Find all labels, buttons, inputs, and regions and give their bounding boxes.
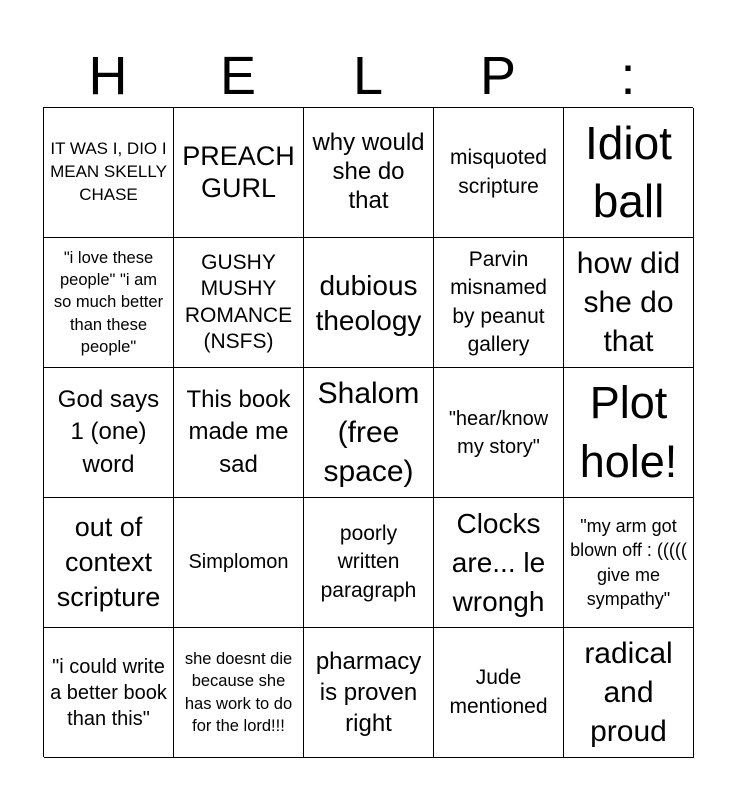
cell-text: out of context scripture — [56, 511, 161, 613]
bingo-cell-r2c2[interactable] — [174, 238, 304, 368]
bingo-cell-r5c3[interactable] — [304, 628, 434, 758]
cell-text: God says 1 (one) word — [57, 385, 160, 478]
header-letter-colon: : — [620, 46, 636, 106]
header-letter-h: H — [88, 46, 128, 106]
cell-text: This book made me sad — [186, 385, 291, 478]
bingo-cell-r5c1[interactable] — [44, 628, 174, 758]
bingo-cell-r2c1[interactable] — [44, 238, 174, 368]
cell-text: "i love these people" "i am so much better than these people" — [53, 248, 164, 356]
bingo-cell-r4c2[interactable] — [174, 498, 304, 628]
cell-text: dubious theology — [315, 269, 422, 336]
bingo-cell-r2c5[interactable] — [564, 238, 694, 368]
cell-text: why would she do that — [312, 129, 425, 214]
cell-text: GUSHY MUSHY ROMANCE (NSFS) — [184, 251, 293, 353]
header-letter-p: P — [479, 46, 517, 106]
bingo-cell-r5c5[interactable] — [564, 628, 694, 758]
cell-text: poorly written paragraph — [320, 521, 417, 602]
bingo-header — [43, 44, 693, 108]
cell-text: Idiot ball — [585, 117, 672, 227]
cell-text: she doesnt die because she has work to do for the lord!!! — [184, 649, 293, 735]
bingo-cell-r1c3[interactable] — [304, 108, 434, 238]
bingo-cell-r4c1[interactable] — [44, 498, 174, 628]
header-letter-l: L — [352, 46, 384, 106]
bingo-cell-r3c1[interactable] — [44, 368, 174, 498]
cell-text: PREACH GURL — [182, 141, 295, 203]
bingo-cell-r1c4[interactable] — [434, 108, 564, 238]
cell-text: "i could write a better book than this" — [50, 655, 167, 730]
bingo-cell-r1c1[interactable] — [44, 108, 174, 238]
bingo-cell-r4c4[interactable] — [434, 498, 564, 628]
cell-text: "my arm got blown off : ((((( give me sympathy" — [570, 515, 687, 609]
cell-text: Jude mentioned — [449, 666, 548, 718]
bingo-cell-r1c5[interactable] — [564, 108, 694, 238]
bingo-cell-r2c4[interactable] — [434, 238, 564, 368]
cell-text: how did she do that — [576, 247, 681, 358]
bingo-cell-r3c2[interactable] — [174, 368, 304, 498]
cell-text: pharmacy is proven right — [315, 647, 422, 738]
bingo-cell-r2c3[interactable] — [304, 238, 434, 368]
bingo-cell-r1c2[interactable] — [174, 108, 304, 238]
bingo-cell-r3c3[interactable] — [304, 368, 434, 498]
cell-text: misquoted scripture — [450, 146, 547, 198]
bingo-cell-r5c2[interactable] — [174, 628, 304, 758]
cell-text: Shalom (free space) — [317, 377, 420, 488]
header-letter-e: E — [219, 46, 257, 106]
cell-text: radical and proud — [584, 637, 673, 748]
cell-text: Parvin misnamed by peanut gallery — [450, 247, 547, 356]
bingo-cell-r4c3[interactable] — [304, 498, 434, 628]
cell-text: Simplomon — [188, 551, 289, 573]
bingo-cell-r3c5[interactable] — [564, 368, 694, 498]
bingo-cell-r5c4[interactable] — [434, 628, 564, 758]
cell-text: IT WAS I, DIO I MEAN SKELLY CHASE — [50, 139, 167, 204]
bingo-cell-r4c5[interactable] — [564, 498, 694, 628]
bingo-board — [43, 107, 693, 757]
cell-text: "hear/know my story" — [448, 407, 549, 458]
bingo-cell-r3c4[interactable] — [434, 368, 564, 498]
cell-text: Clocks are... le wrongh — [451, 507, 546, 618]
cell-text: Plot hole! — [579, 377, 678, 487]
